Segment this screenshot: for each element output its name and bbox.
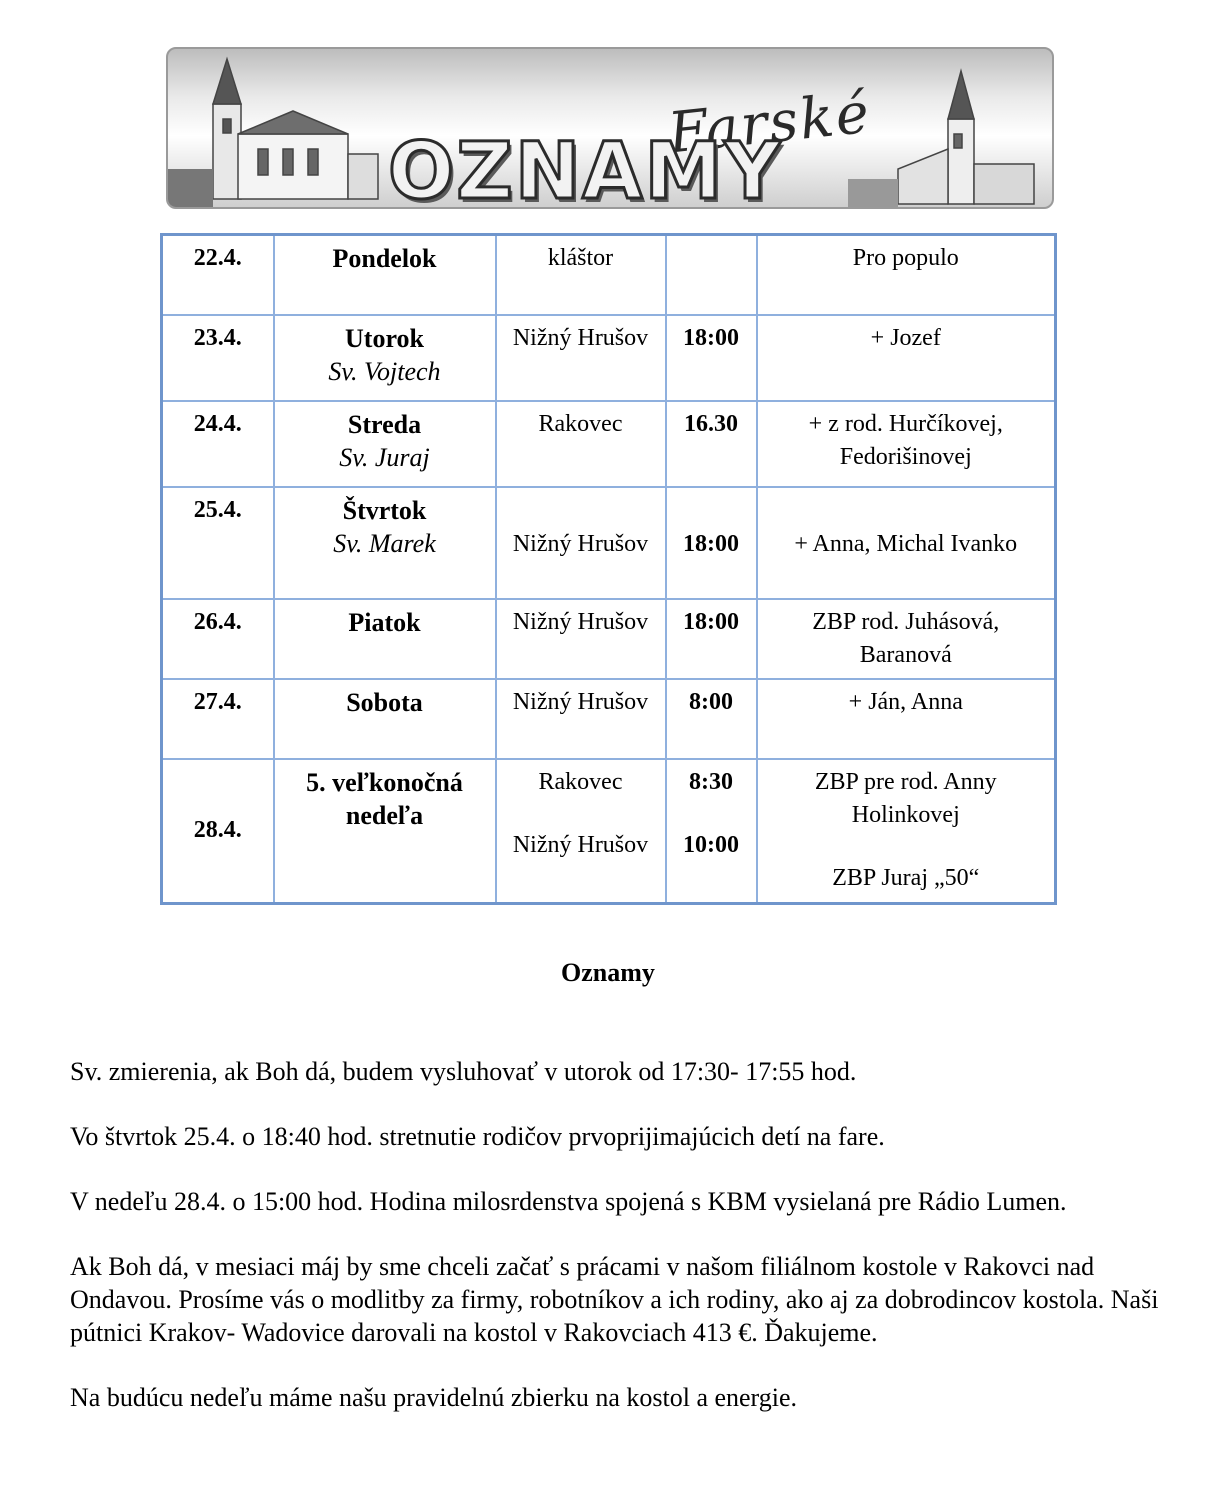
mass-schedule-table [160, 233, 1057, 905]
day-name: 5. veľkonočná [306, 767, 463, 797]
schedule-day [274, 759, 496, 904]
schedule-time [666, 487, 757, 599]
mass-time: 16.30 [684, 410, 738, 437]
announcement-paragraph: Sv. zmierenia, ak Boh dá, budem vysluhovať v utorok od 17:30- 17:55 hod. [70, 1057, 857, 1086]
intention-text: Baranová [859, 641, 952, 668]
place-name: kláštor [547, 245, 614, 271]
schedule-place [496, 599, 666, 679]
intention-text: + Anna, Michal Ivanko [794, 530, 1018, 557]
mass-time: 18:00 [683, 530, 739, 557]
schedule-date: 22.4. [162, 235, 274, 315]
intention-text: ZBP pre rod. Anny Holinkovej [814, 768, 997, 828]
schedule-day [274, 235, 496, 315]
place-name: Nižný Hrušov [512, 324, 649, 351]
schedule-time [666, 759, 757, 904]
announcements-list [70, 1055, 1160, 1446]
mass-time: 8:30 [689, 768, 733, 795]
day-name: Sobota [346, 687, 423, 717]
schedule-intention [757, 759, 1056, 904]
schedule-day [274, 679, 496, 759]
intention-text: + Jozef [870, 324, 941, 351]
announcement-paragraph: Vo štvrtok 25.4. o 18:40 hod. stretnutie rodičov prvoprijimajúcich detí na fare. [70, 1122, 885, 1151]
schedule-date: 28.4. [162, 759, 274, 904]
intention-text: Fedorišinovej [839, 443, 972, 470]
place-name: Nižný Hrušov [512, 831, 649, 858]
schedule-intention [757, 599, 1056, 679]
saint-name: Sv. Vojtech [328, 356, 441, 386]
mass-time [671, 242, 752, 275]
banner-main-title: OZNAMY [388, 127, 783, 209]
announcement-paragraph: Na budúcu nedeľu máme našu pravidelnú zbierku na kostol a energie. [70, 1383, 798, 1412]
schedule-row [162, 599, 1056, 679]
mass-time: 8:00 [689, 688, 733, 715]
schedule-intention [757, 401, 1056, 487]
schedule-time [666, 235, 757, 315]
schedule-time [666, 599, 757, 679]
schedule-intention [757, 235, 1056, 315]
intention-text: + z rod. Hurčíkovej, [808, 410, 1003, 437]
saint-name: Sv. Juraj [339, 442, 430, 472]
schedule-day [274, 487, 496, 599]
right-church-icon [848, 71, 1034, 207]
place-name: Nižný Hrušov [512, 530, 649, 557]
schedule-date: 27.4. [162, 679, 274, 759]
schedule-row [162, 679, 1056, 759]
schedule-row [162, 759, 1056, 904]
schedule-date: 26.4. [162, 599, 274, 679]
day-name: Utorok [345, 323, 424, 353]
schedule-day [274, 401, 496, 487]
announcements-heading: Oznamy [561, 958, 655, 987]
announcement-paragraph: Ak Boh dá, v mesiaci máj by sme chceli začať s prácami v našom filiálnom kostole v Rakovci nad Ondavou. Prosíme vás o modlitby za firmy, robotníkov a ich rodiny, ako aj za dobrodincov kostola. Naši pútnici Krakov- Wadovice darovali na kostol v Rakovciach 413 €. Ďakujeme. [70, 1252, 1159, 1347]
schedule-time [666, 679, 757, 759]
schedule-row [162, 235, 1056, 315]
schedule-row [162, 487, 1056, 599]
schedule-place [496, 401, 666, 487]
saint-name: Sv. Marek [333, 528, 436, 558]
intention-text: ZBP rod. Juhásová, [812, 608, 1000, 635]
left-church-icon [168, 59, 378, 207]
day-name: Pondelok [332, 244, 437, 273]
schedule-intention [757, 679, 1056, 759]
schedule-date: 25.4. [162, 487, 274, 599]
intention-text: ZBP Juraj „50“ [832, 864, 980, 891]
schedule-date: 24.4. [162, 401, 274, 487]
schedule-row [162, 315, 1056, 401]
place-name: Nižný Hrušov [512, 688, 649, 715]
announcement-paragraph: V nedeľu 28.4. o 15:00 hod. Hodina milosrdenstva spojená s KBM vysielaná pre Rádio Lumen. [70, 1187, 1067, 1216]
schedule-place [496, 679, 666, 759]
mass-time: 18:00 [683, 608, 739, 635]
day-name: nedeľa [345, 800, 424, 830]
schedule-date: 23.4. [162, 315, 274, 401]
intention-text: + Ján, Anna [848, 688, 963, 715]
schedule-day [274, 599, 496, 679]
schedule-intention [757, 487, 1056, 599]
schedule-place [496, 235, 666, 315]
place-name: Rakovec [538, 768, 623, 795]
place-name: Nižný Hrušov [512, 608, 649, 635]
day-name: Piatok [348, 607, 421, 637]
schedule-time [666, 401, 757, 487]
place-name: Rakovec [538, 410, 623, 437]
schedule-intention [757, 315, 1056, 401]
schedule-place [496, 315, 666, 401]
schedule-day [274, 315, 496, 401]
schedule-row [162, 401, 1056, 487]
intention-text: Pro populo [852, 245, 959, 271]
banner-script-title: Farské [665, 80, 874, 167]
mass-time: 10:00 [683, 831, 739, 858]
schedule-place [496, 759, 666, 904]
header-banner [166, 47, 1054, 209]
schedule-place [496, 487, 666, 599]
schedule-time [666, 315, 757, 401]
mass-time: 18:00 [683, 324, 739, 351]
day-name: Streda [347, 409, 422, 439]
day-name: Štvrtok [342, 495, 427, 525]
